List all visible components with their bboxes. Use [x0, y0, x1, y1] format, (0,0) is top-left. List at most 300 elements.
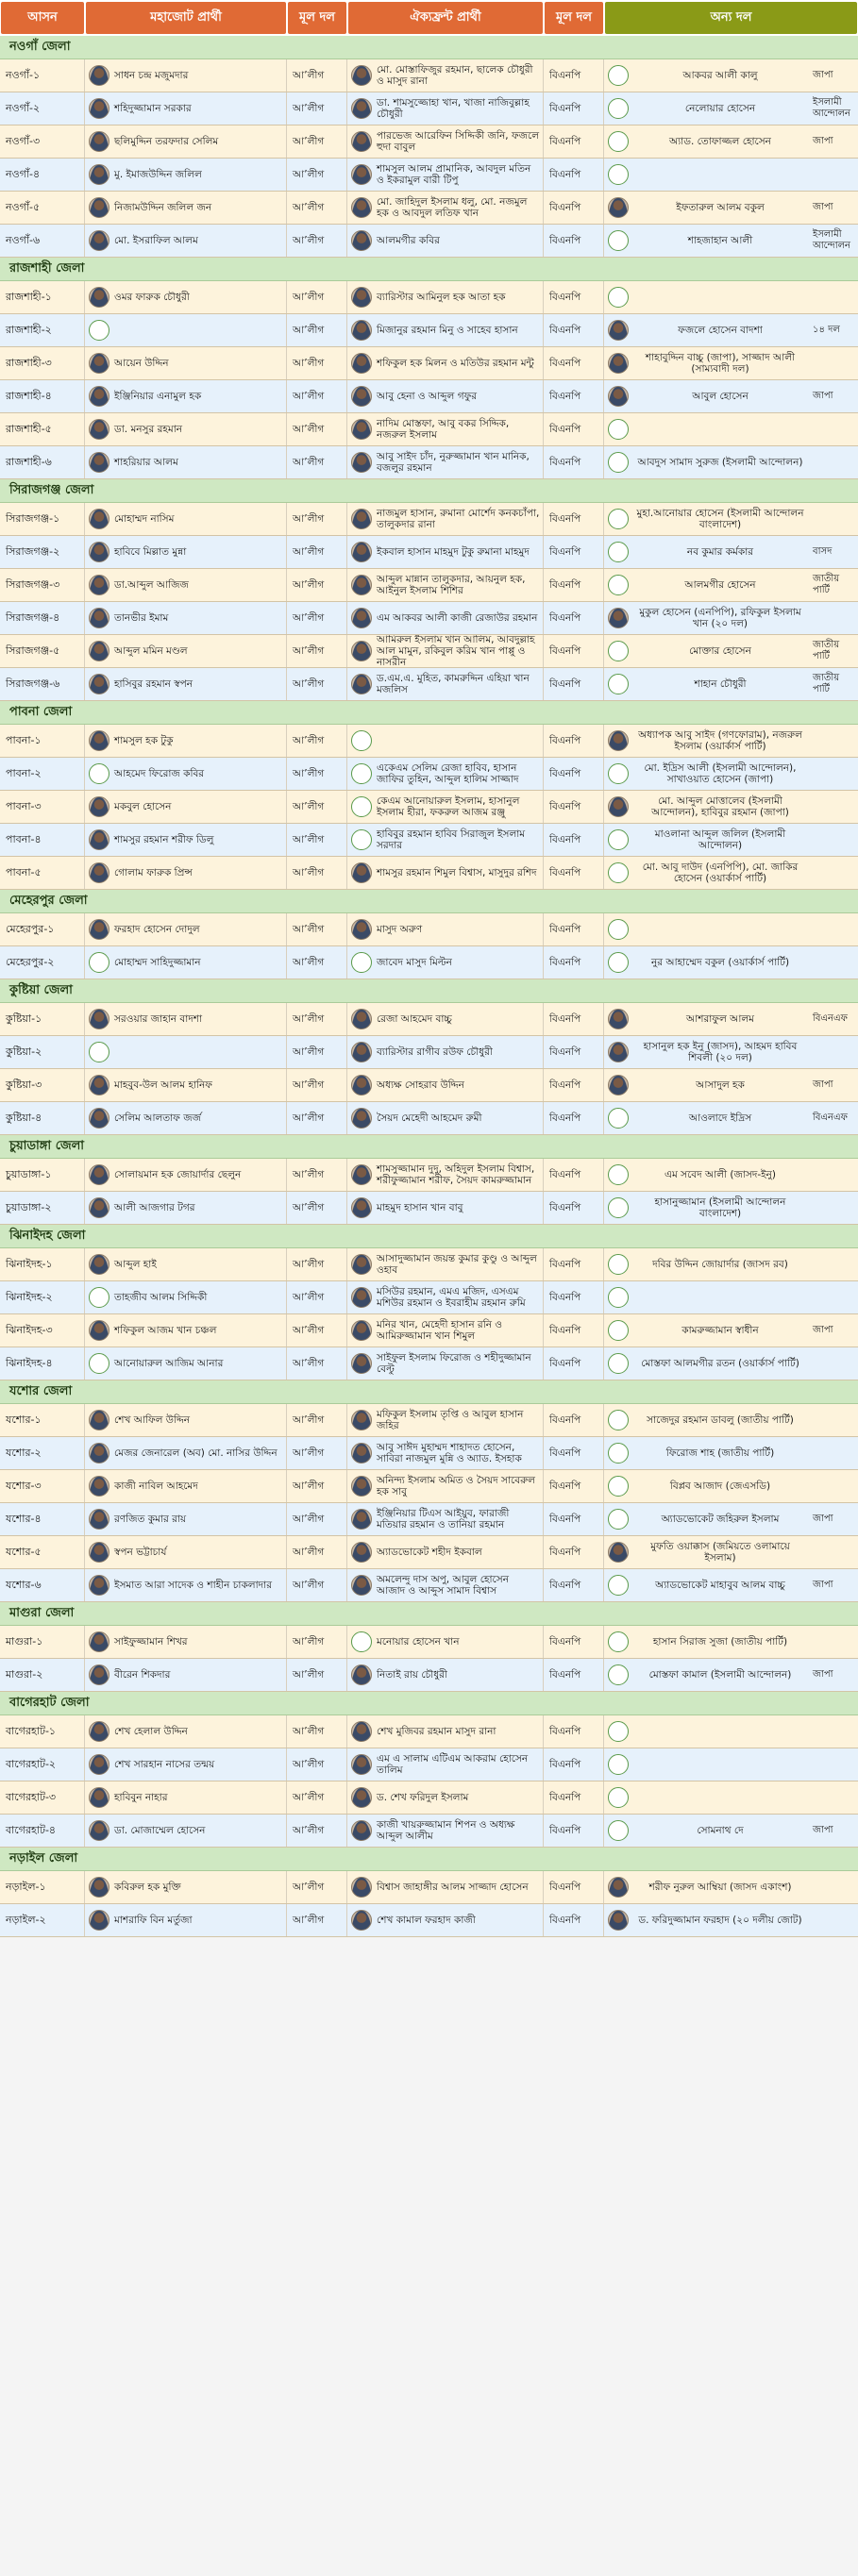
candidate-photo-icon — [351, 452, 372, 473]
grand-alliance-party: আ’লীগ — [287, 347, 347, 379]
grand-alliance-party: আ’লীগ — [287, 1003, 347, 1035]
grand-alliance-candidate-cell — [85, 1871, 287, 1903]
seat-name: যশোর-২ — [0, 1437, 85, 1469]
grand-alliance-candidate-cell — [85, 281, 287, 313]
grand-alliance-party: আ’লীগ — [287, 1159, 347, 1191]
seat-name: যশোর-৬ — [0, 1569, 85, 1601]
seat-name: রাজশাহী-৬ — [0, 446, 85, 478]
grand-alliance-candidate-cell — [85, 1748, 287, 1781]
other-party-candidate-name: সোমনাথ দে — [697, 1825, 744, 1836]
grand-alliance-candidate-cell — [85, 159, 287, 191]
other-party-candidate-cell — [604, 1715, 858, 1748]
oikya-front-candidate-cell — [347, 1347, 544, 1380]
seat-name: পাবনা-৩ — [0, 791, 85, 823]
candidate-photo-icon — [351, 1787, 372, 1808]
table-row — [0, 281, 858, 314]
grand-alliance-party: আ’লীগ — [287, 635, 347, 667]
grand-alliance-party: আ’লীগ — [287, 1715, 347, 1748]
grand-alliance-candidate-name: শহিদুজ্জামান সরকার — [114, 103, 192, 114]
other-party-name: বিএনএফ — [813, 1013, 848, 1024]
seat-name: রাজশাহী-১ — [0, 281, 85, 313]
candidate-photo-icon — [89, 386, 109, 407]
other-party-candidate-name: শাহান চৌধুরী — [694, 678, 747, 690]
candidate-photo-icon — [89, 919, 109, 940]
photo-placeholder-icon — [608, 65, 629, 86]
oikya-front-party: বিএনপি — [544, 1715, 604, 1748]
oikya-front-candidate-cell — [347, 1281, 544, 1313]
grand-alliance-candidate-name: ডা.আব্দুল আজিজ — [114, 579, 189, 591]
grand-alliance-party: আ’লীগ — [287, 1248, 347, 1280]
candidate-photo-icon — [608, 796, 629, 817]
photo-placeholder-icon — [89, 320, 109, 341]
candidate-photo-icon — [608, 1009, 629, 1029]
other-party-candidate-cell — [604, 380, 858, 412]
photo-placeholder-icon — [89, 952, 109, 973]
table-row — [0, 602, 858, 635]
oikya-front-party: বিএনপি — [544, 824, 604, 856]
seat-name: মেহেরপুর-১ — [0, 913, 85, 945]
oikya-front-candidate-name: শেখ মুজিবর রহমান মাসুদ রানা — [377, 1726, 496, 1737]
grand-alliance-party: আ’লীগ — [287, 1748, 347, 1781]
other-party-name: জাপা — [813, 1669, 833, 1680]
candidate-photo-icon — [351, 1575, 372, 1596]
oikya-front-candidate-name: অধ্যক্ষ সোহরাব উদ্দিন — [377, 1079, 464, 1091]
candidate-photo-icon — [89, 1320, 109, 1341]
candidate-photo-icon — [89, 1009, 109, 1029]
photo-placeholder-icon — [608, 1108, 629, 1129]
oikya-front-party: বিএনপি — [544, 1781, 604, 1814]
photo-placeholder-icon — [351, 730, 372, 751]
oikya-front-candidate-cell — [347, 1871, 544, 1903]
other-party-candidate-name: নব কুমার কর্মকার — [686, 546, 754, 558]
oikya-front-party: বিএনপি — [544, 503, 604, 535]
seat-name: নওগাঁ-৫ — [0, 192, 85, 224]
header-grand-alliance-party: মূল দল — [288, 2, 346, 34]
oikya-front-candidate-name: অনিন্দ্য ইসলাম অমিত ও সৈয়দ সাবেরুল হক সাবু — [377, 1475, 535, 1497]
seat-name: রাজশাহী-৩ — [0, 347, 85, 379]
grand-alliance-candidate-name: শেখ হেলাল উদ্দিন — [114, 1726, 188, 1737]
district-block — [0, 1692, 858, 1848]
oikya-front-party: বিএনপি — [544, 159, 604, 191]
candidate-photo-icon — [351, 287, 372, 308]
header-grand-alliance-candidate: মহাজোট প্রার্থী — [86, 2, 286, 34]
grand-alliance-candidate-name: মকবুল হোসেন — [114, 801, 172, 812]
oikya-front-candidate-name: মসিউর রহমান, এমএ মজিদ, এসএম মশিউর রহমান ও ইবরাহীম রহমান রুমি — [377, 1286, 526, 1309]
table-row — [0, 1536, 858, 1569]
other-party-candidate-name: বিপ্লব আজাদ (জেএসডি) — [669, 1480, 771, 1492]
other-party-candidate-cell — [604, 1102, 858, 1134]
other-party-candidate-name: মো. আব্দুল মোত্তালেব (ইসলামী আন্দোলন), হাবিবুর রহমান (জাপা) — [651, 795, 789, 818]
other-party-candidate-name: অধ্যাপক আবু সাইদ (গণফোরাম), নজরুল ইসলাম (ওয়ার্কার্স পার্টি) — [638, 729, 802, 752]
table-row — [0, 1281, 858, 1314]
oikya-front-party: বিএনপি — [544, 281, 604, 313]
oikya-front-candidate-cell — [347, 857, 544, 889]
oikya-front-candidate-name: আসাদুজ্জামান জয়ন্ত কুমার কুণ্ডু ও আব্দুল ওহাব — [377, 1253, 537, 1276]
oikya-front-candidate-name: নাদিম মোস্তফা, আবু বকর সিদ্দিক, নজরুল ইসলাম — [377, 418, 510, 441]
seat-name: পাবনা-১ — [0, 725, 85, 757]
grand-alliance-party: আ’লীগ — [287, 602, 347, 634]
candidate-photo-icon — [351, 1042, 372, 1062]
grand-alliance-party: আ’লীগ — [287, 446, 347, 478]
candidate-photo-icon — [89, 730, 109, 751]
seat-name: পাবনা-৪ — [0, 824, 85, 856]
photo-placeholder-icon — [608, 1320, 629, 1341]
grand-alliance-candidate-name: শেখ আফিল উদ্দিন — [114, 1414, 191, 1426]
photo-placeholder-icon — [608, 98, 629, 119]
oikya-front-party: বিএনপি — [544, 1904, 604, 1936]
table-row — [0, 413, 858, 446]
grand-alliance-candidate-cell — [85, 1503, 287, 1535]
grand-alliance-party: আ’লীগ — [287, 791, 347, 823]
table-row — [0, 725, 858, 758]
oikya-front-party: বিএনপি — [544, 1404, 604, 1436]
photo-placeholder-icon — [608, 1410, 629, 1430]
candidate-photo-icon — [89, 1108, 109, 1129]
candidate-photo-icon — [89, 1443, 109, 1464]
district-block — [0, 479, 858, 701]
table-row — [0, 1715, 858, 1748]
grand-alliance-party: আ’লীগ — [287, 758, 347, 790]
grand-alliance-party: আ’লীগ — [287, 1347, 347, 1380]
other-party-candidate-cell — [604, 92, 858, 125]
other-party-candidate-cell — [604, 758, 858, 790]
other-party-candidate-cell — [604, 314, 858, 346]
candidate-photo-icon — [89, 608, 109, 628]
oikya-front-party: বিএনপি — [544, 946, 604, 979]
other-party-candidate-cell — [604, 536, 858, 568]
photo-placeholder-icon — [608, 542, 629, 562]
district-block — [0, 890, 858, 979]
district-title: ঝিনাইদহ জেলা — [0, 1225, 858, 1248]
grand-alliance-candidate-cell — [85, 380, 287, 412]
header-oikya-front-party: মূল দল — [545, 2, 603, 34]
table-header — [0, 0, 858, 36]
seat-name: কুষ্টিয়া-৪ — [0, 1102, 85, 1134]
grand-alliance-candidate-name: তানভীর ইমাম — [114, 612, 169, 624]
oikya-front-candidate-name: শফিকুল হক মিলন ও মতিউর রহমান মন্টু — [377, 358, 534, 369]
oikya-front-candidate-name: অমলেন্দু দাস অপু, আবুল হোসেন আজাদ ও আব্দুস সামাদ বিশ্বাস — [377, 1574, 509, 1597]
oikya-front-candidate-cell — [347, 1569, 544, 1601]
other-party-candidate-cell — [604, 1069, 858, 1101]
grand-alliance-candidate-name: হাসিবুর রহমান স্বপন — [114, 678, 193, 690]
oikya-front-candidate-cell — [347, 1437, 544, 1469]
grand-alliance-candidate-cell — [85, 824, 287, 856]
oikya-front-party: বিএনপি — [544, 758, 604, 790]
candidate-photo-icon — [351, 419, 372, 440]
table-row — [0, 668, 858, 701]
seat-name: বাগেরহাট-২ — [0, 1748, 85, 1781]
candidate-photo-icon — [89, 65, 109, 86]
seat-name: সিরাজগঞ্জ-১ — [0, 503, 85, 535]
photo-placeholder-icon — [608, 164, 629, 185]
other-party-name: জাপা — [813, 70, 833, 80]
other-party-candidate-name: ফজলে হোসেন বাদশা — [678, 325, 763, 336]
other-party-name: বিএনএফ — [813, 1112, 848, 1123]
oikya-front-candidate-cell — [347, 1102, 544, 1134]
table-row — [0, 1781, 858, 1815]
candidate-photo-icon — [608, 608, 629, 628]
grand-alliance-candidate-name: কাজী নাবিল আহমেদ — [114, 1480, 198, 1492]
candidate-photo-icon — [89, 419, 109, 440]
seat-name: কুষ্টিয়া-২ — [0, 1036, 85, 1068]
grand-alliance-party: আ’লীগ — [287, 1437, 347, 1469]
seat-name: পাবনা-২ — [0, 758, 85, 790]
district-title: রাজশাহী জেলা — [0, 258, 858, 281]
other-party-name: জাপা — [813, 1325, 833, 1335]
seat-name: সিরাজগঞ্জ-২ — [0, 536, 85, 568]
other-party-candidate-cell — [604, 1659, 858, 1691]
grand-alliance-candidate-cell — [85, 1470, 287, 1502]
candidate-photo-icon — [89, 1476, 109, 1497]
grand-alliance-candidate-cell — [85, 1536, 287, 1568]
photo-placeholder-icon — [608, 287, 629, 308]
district-title: চুয়াডাঙ্গা জেলা — [0, 1135, 858, 1159]
oikya-front-party: বিএনপি — [544, 913, 604, 945]
candidate-photo-icon — [351, 1353, 372, 1374]
oikya-front-candidate-name: অ্যাডভোকেট শহীদ ইকবাল — [377, 1547, 482, 1558]
seat-name: যশোর-১ — [0, 1404, 85, 1436]
table-row — [0, 1569, 858, 1602]
district-block — [0, 1848, 858, 1937]
candidate-photo-icon — [351, 386, 372, 407]
photo-placeholder-icon — [608, 1476, 629, 1497]
oikya-front-candidate-name: মনির খান, মেহেদী হাসান রনি ও আমিরুজ্জামান খান শিমুল — [377, 1319, 503, 1342]
oikya-front-candidate-name: এম আকবর আলী কাজী রেজাউর রহমান — [377, 612, 538, 624]
table-row — [0, 159, 858, 192]
candidate-photo-icon — [351, 164, 372, 185]
oikya-front-party: বিএনপি — [544, 1192, 604, 1224]
candidate-photo-icon — [351, 1721, 372, 1742]
oikya-front-candidate-name: আমিরুল ইসলাম খান আলিম, আবদুল্লাহ আল মামুন, রকিবুল করিম খান পাপ্পু ও নাসরীন — [377, 635, 535, 667]
photo-placeholder-icon — [608, 1443, 629, 1464]
other-party-candidate-cell — [604, 1192, 858, 1224]
other-party-candidate-cell — [604, 59, 858, 92]
seat-name: যশোর-৩ — [0, 1470, 85, 1502]
oikya-front-party: বিএনপি — [544, 1569, 604, 1601]
candidate-photo-icon — [89, 98, 109, 119]
oikya-front-party: বিএনপি — [544, 1437, 604, 1469]
oikya-front-candidate-cell — [347, 1192, 544, 1224]
oikya-front-party: বিএনপি — [544, 1036, 604, 1068]
other-party-candidate-cell — [604, 1871, 858, 1903]
oikya-front-candidate-name: ব্যারিস্টার রাগীব রউফ চৌধুরী — [377, 1046, 493, 1058]
oikya-front-candidate-cell — [347, 1781, 544, 1814]
photo-placeholder-icon — [608, 1664, 629, 1685]
candidate-photo-icon — [608, 1910, 629, 1931]
candidate-photo-icon — [351, 98, 372, 119]
grand-alliance-party: আ’লীগ — [287, 314, 347, 346]
candidate-photo-icon — [351, 575, 372, 595]
grand-alliance-candidate-cell — [85, 1781, 287, 1814]
candidate-photo-icon — [351, 1108, 372, 1129]
oikya-front-candidate-name: মো. মোস্তাফিজুর রহমান, ছালেক চৌধুরী ও মাসুদ রানা — [377, 64, 533, 87]
grand-alliance-candidate-cell — [85, 59, 287, 92]
candidate-photo-icon — [608, 353, 629, 374]
table-row — [0, 446, 858, 479]
oikya-front-candidate-name: মো. জাহিদুল ইসলাম ধলু, মো. নজমুল হক ও আবদুল লতিফ খান — [377, 196, 528, 219]
grand-alliance-candidate-cell — [85, 1281, 287, 1313]
grand-alliance-candidate-cell — [85, 1904, 287, 1936]
table-row — [0, 1659, 858, 1692]
candidate-photo-icon — [351, 1443, 372, 1464]
district-title: বাগেরহাট জেলা — [0, 1692, 858, 1715]
seat-name: ঝিনাইদহ-৪ — [0, 1347, 85, 1380]
grand-alliance-candidate-name: শাহরিয়ার আলম — [114, 457, 178, 468]
grand-alliance-candidate-cell — [85, 569, 287, 601]
oikya-front-candidate-cell — [347, 503, 544, 535]
photo-placeholder-icon — [608, 641, 629, 661]
table-row — [0, 1815, 858, 1848]
photo-placeholder-icon — [608, 1631, 629, 1652]
grand-alliance-candidate-name: গোলাম ফারুক প্রিন্স — [114, 867, 193, 878]
grand-alliance-party: আ’লীগ — [287, 1036, 347, 1068]
photo-placeholder-icon — [351, 796, 372, 817]
oikya-front-candidate-cell — [347, 225, 544, 257]
grand-alliance-party: আ’লীগ — [287, 913, 347, 945]
table-row — [0, 1003, 858, 1036]
grand-alliance-candidate-name: মাহবুব-উল আলম হানিফ — [114, 1079, 212, 1091]
candidate-photo-icon — [351, 1476, 372, 1497]
candidate-photo-icon — [89, 1575, 109, 1596]
grand-alliance-candidate-cell — [85, 1569, 287, 1601]
seat-name: নড়াইল-১ — [0, 1871, 85, 1903]
other-party-candidate-cell — [604, 668, 858, 700]
oikya-front-party: বিএনপি — [544, 1871, 604, 1903]
district-title: পাবনা জেলা — [0, 701, 858, 725]
grand-alliance-party: আ’লীগ — [287, 1815, 347, 1847]
grand-alliance-candidate-cell — [85, 1314, 287, 1347]
grand-alliance-candidate-cell — [85, 946, 287, 979]
seat-name: মাগুরা-১ — [0, 1626, 85, 1658]
oikya-front-candidate-name: আবু সাঈদ মুহাম্মদ শাহাদত হোসেন, সাবিরা নাজমুল মুন্নি ও অ্যাড. ইসহাক — [377, 1442, 522, 1464]
seat-name: রাজশাহী-২ — [0, 314, 85, 346]
oikya-front-party: বিএনপি — [544, 1248, 604, 1280]
photo-placeholder-icon — [89, 1287, 109, 1308]
grand-alliance-party: আ’লীগ — [287, 1569, 347, 1601]
grand-alliance-candidate-cell — [85, 92, 287, 125]
candidate-photo-icon — [351, 1197, 372, 1218]
oikya-front-candidate-cell — [347, 824, 544, 856]
other-party-name: জাপা — [813, 136, 833, 146]
photo-placeholder-icon — [608, 509, 629, 529]
other-party-candidate-name: আসাদুল হক — [696, 1079, 745, 1091]
grand-alliance-candidate-cell — [85, 347, 287, 379]
table-row — [0, 1314, 858, 1347]
candidate-photo-icon — [89, 1721, 109, 1742]
district-title: নওগাঁ জেলা — [0, 36, 858, 59]
other-party-candidate-name: আওলাদে ইদ্রিস — [688, 1112, 752, 1124]
other-party-candidate-name: সাজেদুর রহমান ডাবলু (জাতীয় পার্টি) — [647, 1414, 794, 1426]
other-party-candidate-cell — [604, 602, 858, 634]
other-party-candidate-cell — [604, 725, 858, 757]
oikya-front-candidate-cell — [347, 1815, 544, 1847]
grand-alliance-candidate-name: রণজিত কুমার রায় — [114, 1514, 187, 1525]
candidate-photo-icon — [89, 230, 109, 251]
table-row — [0, 1192, 858, 1225]
grand-alliance-candidate-cell — [85, 503, 287, 535]
oikya-front-candidate-cell — [347, 59, 544, 92]
candidate-photo-icon — [351, 1287, 372, 1308]
oikya-front-candidate-name: পারভেজ আরেফিন সিদ্দিকী জনি, ফজলে হুদা বাবুল — [377, 130, 540, 153]
table-row — [0, 758, 858, 791]
table-row — [0, 1904, 858, 1937]
other-party-candidate-cell — [604, 225, 858, 257]
district-title: যশোর জেলা — [0, 1380, 858, 1404]
oikya-front-candidate-cell — [347, 1503, 544, 1535]
district-block — [0, 1602, 858, 1692]
grand-alliance-candidate-name: মেজর জেনারেল (অব) মো. নাসির উদ্দিন — [114, 1447, 278, 1459]
seat-name: নওগাঁ-২ — [0, 92, 85, 125]
other-party-candidate-cell — [604, 824, 858, 856]
table-row — [0, 59, 858, 92]
table-row — [0, 1470, 858, 1503]
oikya-front-party: বিএনপি — [544, 225, 604, 257]
oikya-front-candidate-cell — [347, 536, 544, 568]
candidate-photo-icon — [608, 1075, 629, 1096]
candidate-photo-icon — [351, 65, 372, 86]
table-row — [0, 857, 858, 890]
oikya-front-party: বিএনপি — [544, 1503, 604, 1535]
grand-alliance-party: আ’লীগ — [287, 668, 347, 700]
other-party-candidate-name: আকবর আলী কালু — [682, 70, 758, 81]
oikya-front-candidate-name: শেখ কামাল ফরহাদ কাজী — [377, 1915, 476, 1926]
seat-name: বাগেরহাট-৩ — [0, 1781, 85, 1814]
other-party-candidate-cell — [604, 1248, 858, 1280]
table-row — [0, 380, 858, 413]
grand-alliance-candidate-cell — [85, 1715, 287, 1748]
oikya-front-candidate-cell — [347, 1314, 544, 1347]
candidate-photo-icon — [351, 674, 372, 694]
seat-name: নড়াইল-২ — [0, 1904, 85, 1936]
photo-placeholder-icon — [608, 1197, 629, 1218]
district-block — [0, 258, 858, 479]
oikya-front-candidate-name: ইঞ্জিনিয়ার টিএস আইয়ুব, ফারাজী মতিয়ার রহমান ও তানিয়া রহমান — [377, 1508, 510, 1531]
photo-placeholder-icon — [89, 763, 109, 784]
table-row — [0, 1871, 858, 1904]
oikya-front-candidate-name: মফিকুল ইসলাম তৃপ্তি ও আবুল হাসান জহির — [377, 1409, 524, 1431]
grand-alliance-candidate-name: নিজামউদ্দিন জলিল জন — [114, 202, 212, 213]
candidate-photo-icon — [89, 1664, 109, 1685]
photo-placeholder-icon — [608, 131, 629, 152]
district-block — [0, 701, 858, 890]
oikya-front-candidate-cell — [347, 1036, 544, 1068]
photo-placeholder-icon — [608, 1820, 629, 1841]
grand-alliance-candidate-cell — [85, 225, 287, 257]
seat-name: পাবনা-৫ — [0, 857, 85, 889]
photo-placeholder-icon — [608, 452, 629, 473]
candidate-photo-icon — [351, 1009, 372, 1029]
other-party-candidate-cell — [604, 1781, 858, 1814]
oikya-front-candidate-name: হাবিবুর রহমান হাবিব সিরাজুল ইসলাম সরদার — [377, 828, 526, 851]
grand-alliance-candidate-cell — [85, 1069, 287, 1101]
seat-name: ঝিনাইদহ-৩ — [0, 1314, 85, 1347]
oikya-front-candidate-cell — [347, 1536, 544, 1568]
grand-alliance-candidate-name: শামসুর রহমান শরীফ ডিলু — [114, 834, 214, 845]
oikya-front-candidate-cell — [347, 446, 544, 478]
candidate-photo-icon — [351, 862, 372, 883]
other-party-name: জাপা — [813, 202, 833, 212]
grand-alliance-candidate-name: স্বপন ভট্টাচার্য — [114, 1547, 167, 1558]
photo-placeholder-icon — [608, 1721, 629, 1742]
seat-name: ঝিনাইদহ-১ — [0, 1248, 85, 1280]
candidate-photo-icon — [351, 608, 372, 628]
grand-alliance-party: আ’লীগ — [287, 1904, 347, 1936]
oikya-front-party: বিএনপি — [544, 92, 604, 125]
grand-alliance-candidate-cell — [85, 857, 287, 889]
grand-alliance-candidate-name: ওমর ফারুক চৌধুরী — [114, 292, 190, 303]
candidate-photo-icon — [89, 353, 109, 374]
oikya-front-candidate-cell — [347, 159, 544, 191]
